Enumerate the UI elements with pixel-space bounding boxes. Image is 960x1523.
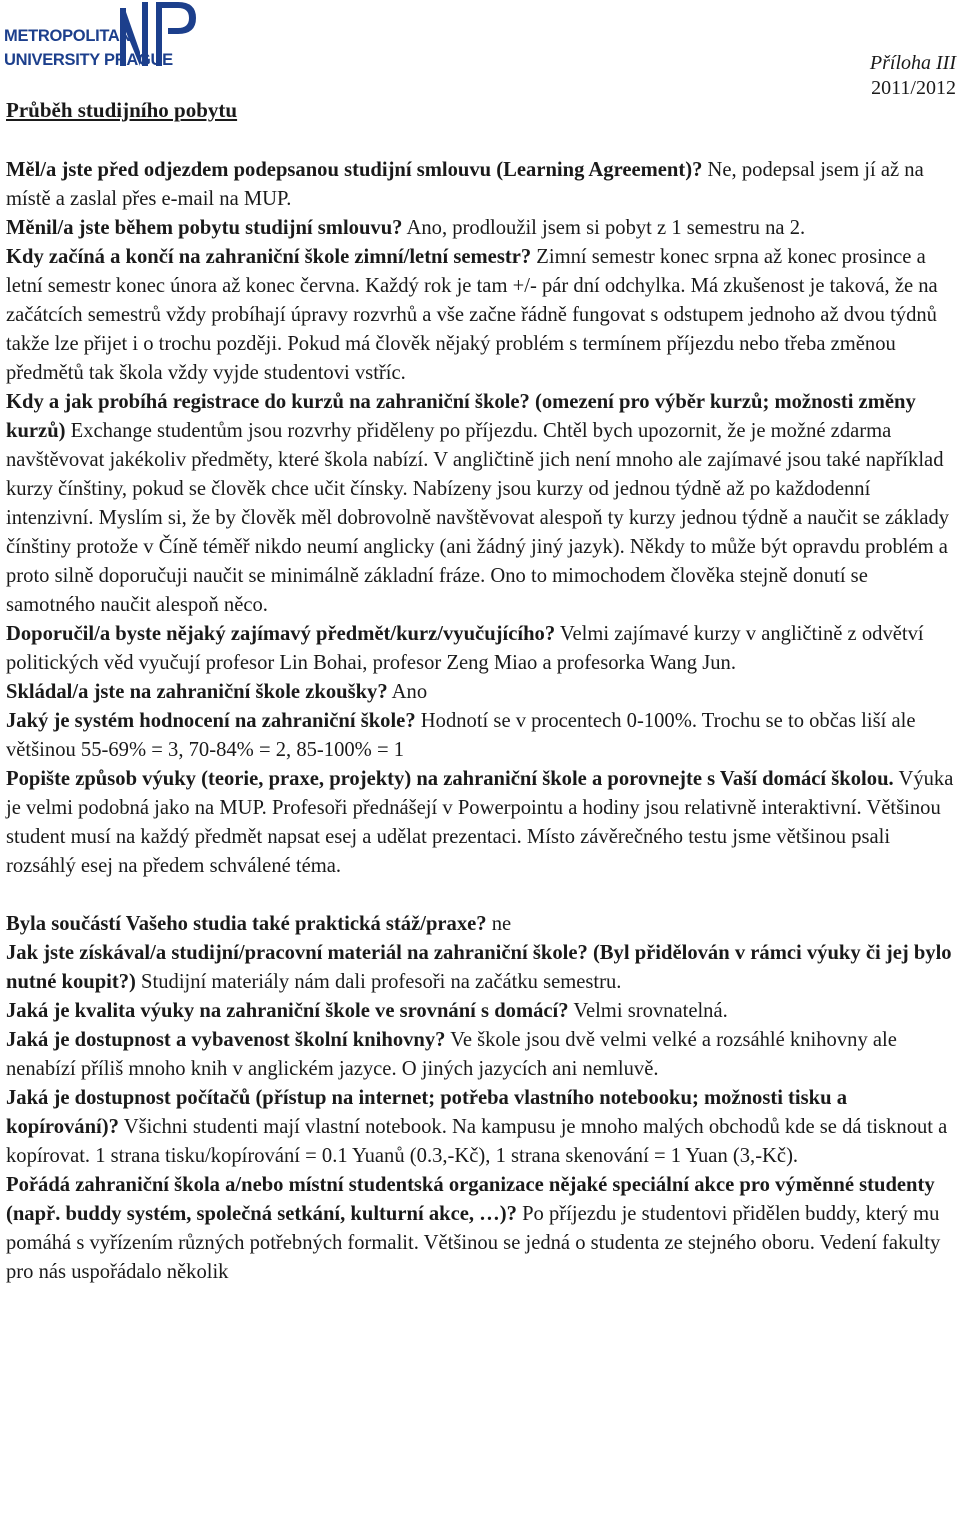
question: Měl/a jste před odjezdem podepsanou studijní smlouvu (Learning Agreement)? <box>6 159 703 181</box>
answer: Všichni studenti mají vlastní notebook. Na kampusu je mnoho malých obchodů kde se dá tisknout a kopírovat. 1 strana tisku/kopírování = 0.1 Yuanů (0.3,-Kč), 1 strana skenování = 1 Yuan (3,-Kč). <box>6 1116 948 1167</box>
answer: Ve škole jsou dvě velmi velké a rozsáhlé knihovny ale nenabízí příliš mnoho knih v anglickém jazyce. O jiných jazycích ani nemluvě. <box>6 1029 897 1080</box>
attachment-number: Příloha III <box>869 52 956 74</box>
qa-item <box>6 678 958 707</box>
question: Jaký je systém hodnocení na zahraniční škole? <box>6 710 416 732</box>
logo-text-line1: METROPOLITAN <box>4 27 132 45</box>
question: Pořádá zahraniční škola a/nebo místní studentská organizace nějaké speciální akce pro výměnné studenty (např. buddy systém, společná setkání, kulturní akce, …)? <box>6 1174 935 1225</box>
academic-year: 2011/2012 <box>871 77 956 99</box>
answer: Po příjezdu je studentovi přidělen buddy, který mu pomáhá s vyřízením různých potřebných formalit. Většinou se jedná o studenta ze stejného oboru. Vedení fakulty pro nás uspořádalo několik <box>6 1203 941 1283</box>
question: Jak jste získával/a studijní/pracovní materiál na zahraniční škole? (Byl přidělován v rámci výuky či jej bylo nutné koupit?) <box>6 942 952 993</box>
answer: Zimní semestr konec srpna až konec prosince a letní semestr konec února až konec června. Každý rok je tam +/- pár dní odchylka. Má zkušenost je taková, že na začátcích semestrů vždy probíhají úpravy rozvrhů a vše začne řádně fungovat s odstupem jednoho až dvou týdnů takže lze přijet i o trochu později. Pokud má člověk nějaký problém s termínem příjezdu nebo třeba změnou předmětů tak škola vždy vyjde studentovi vstříc. <box>6 246 938 384</box>
qa-item <box>6 997 958 1026</box>
question: Doporučil/a byste nějaký zajímavý předmět/kurz/vyučujícího? <box>6 623 556 645</box>
qa-item <box>6 156 958 214</box>
answer: Exchange studentům jsou rozvrhy přiděleny po příjezdu. Chtěl bych upozornit, že je možné zdarma navštěvovat jakékoliv předměty, které škola nabízí. V angličtině jich není mnoho ale zajímavé jsou také například kurzy čínštiny, pokud se člověk chce učit čínsky. Nabízeny jsou kurzy od jednou týdně až po každodenní intenzivní. Myslím si, že by člověk měl dobrovolně navštěvovat alespoň ty kurzy jednou týdně a naučit se základy čínštiny protože v Číně téměř nikdo neumí anglicky (ani žádný jiný jazyk). Někdy to může být opravdu problém a proto silně doporučuji naučit se minimálně základní fráze. Ono to mimochodem člověka stejně donutí se samotného naučit alespoň něco. <box>6 420 950 616</box>
answer: Ano <box>387 681 428 703</box>
logo-text-line2: UNIVERSITY PRAGUE <box>4 51 173 69</box>
answer: Velmi zajímavé kurzy v angličtině z odvětví politických věd vyučují profesor Lin Bohai, profesor Zeng Miao a profesorka Wang Jun. <box>6 623 924 674</box>
answer: ne <box>486 913 512 935</box>
qa-item <box>6 388 958 620</box>
answer: Velmi srovnatelná. <box>568 1000 728 1022</box>
qa-item <box>6 1026 958 1084</box>
qa-item <box>6 1084 958 1171</box>
qa-item <box>6 243 958 388</box>
answer: Hodnotí se v procentech 0-100%. Trochu se to občas liší ale většinou 55-69% = 3, 70-84% = 2, 85-100% = 1 <box>6 710 916 761</box>
paragraph-gap <box>6 881 958 910</box>
answer: Studijní materiály nám dali profesoři na začátku semestru. <box>135 971 622 993</box>
question: Kdy a jak probíhá registrace do kurzů na zahraniční škole? (omezení pro výběr kurzů; možnosti změny kurzů) <box>6 391 916 442</box>
question: Jaká je dostupnost a vybavenost školní knihovny? <box>6 1029 446 1051</box>
question: Jaká je kvalita výuky na zahraniční škole ve srovnání s domácí? <box>6 1000 569 1022</box>
answer: Ano, prodloužil jsem si pobyt z 1 semestru na 2. <box>402 217 806 239</box>
attachment-label <box>870 51 956 101</box>
page-title: Průběh studijního pobytu <box>6 98 238 122</box>
qa-section <box>6 156 958 1287</box>
qa-item <box>6 939 958 997</box>
qa-item <box>6 910 958 939</box>
qa-item <box>6 214 958 243</box>
question: Jaká je dostupnost počítačů (přístup na internet; potřeba vlastního notebooku; možnosti tisku a kopírování)? <box>6 1087 848 1138</box>
answer: Výuka je velmi podobná jako na MUP. Profesoři přednášejí v Powerpointu a hodiny jsou relativně interaktivní. Většinou student musí na každý předmět napsat esej a udělat prezentaci. Místo závěrečného testu jsme většinou psali rozsáhlý esej na předem schválené téma. <box>6 768 954 877</box>
question: Skládal/a jste na zahraniční škole zkoušky? <box>6 681 388 703</box>
question: Byla součástí Vašeho studia také praktická stáž/praxe? <box>6 913 487 935</box>
answer: Ne, podepsal jsem jí až na místě a zaslal přes e-mail na MUP. <box>6 159 924 210</box>
qa-item <box>6 620 958 678</box>
qa-item <box>6 1171 958 1287</box>
question: Měnil/a jste během pobytu studijní smlouvu? <box>6 217 403 239</box>
qa-item <box>6 765 958 881</box>
question: Kdy začíná a končí na zahraniční škole zimní/letní semestr? <box>6 246 532 268</box>
qa-item <box>6 707 958 765</box>
university-logo <box>2 2 202 69</box>
question: Popište způsob výuky (teorie, praxe, projekty) na zahraniční škole a porovnejte s Vaší domácí školou. <box>6 768 894 790</box>
